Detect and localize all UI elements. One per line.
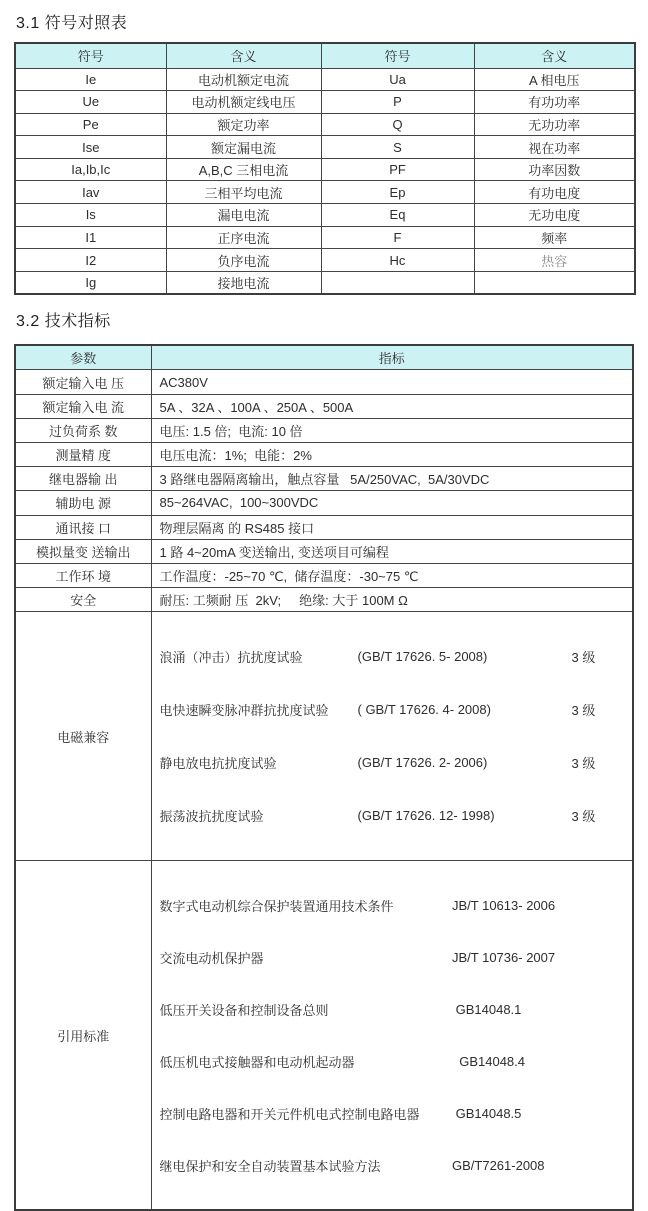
param-cell: 电磁兼容 (15, 612, 151, 861)
standard-ref: GB14048.1 (452, 1001, 522, 1017)
symbol-cell: P (321, 91, 474, 114)
meaning-cell: 电动机额定线电压 (166, 91, 321, 114)
emc-test-line (160, 645, 625, 668)
table-row (15, 68, 635, 91)
value-cell: 工作温度：-25~70 ℃, 储存温度：-30~75 ℃ (151, 563, 633, 587)
table-row (15, 418, 633, 442)
table-row (15, 113, 635, 136)
standard-name: 控制电路电器和开关元件机电式控制电路电器 (159, 1106, 420, 1122)
symbol-cell: Q (321, 113, 474, 136)
table-row (15, 588, 633, 612)
emc-test-line (160, 804, 625, 827)
meaning-cell: 功率因数 (474, 158, 635, 181)
test-level: 3 级 (571, 756, 596, 772)
symbol-cell: PF (321, 158, 474, 181)
meaning-cell: 电动机额定电流 (166, 68, 321, 91)
param-cell: 辅助电 源 (15, 491, 151, 515)
symbol-cell: Hc (321, 249, 474, 272)
symbol-cell: S (321, 136, 474, 159)
standard-name: 低压机电式接触器和电动机起动器 (159, 1054, 355, 1070)
meaning-cell: 热容 (474, 249, 635, 272)
table-row (15, 394, 633, 418)
value-cell: 85~264VAC, 100~300VDC (151, 491, 633, 515)
symbol-cell: Ue (15, 91, 166, 114)
symbol-reference-table (14, 42, 636, 295)
emc-test-line (160, 698, 625, 721)
standard-line (160, 894, 625, 916)
test-name: 振荡波抗扰度试验 (159, 809, 264, 825)
table-row (15, 491, 633, 515)
meaning-cell: 有功功率 (474, 91, 635, 114)
test-name: 静电放电抗扰度试验 (159, 756, 277, 772)
table-row (15, 370, 633, 394)
symbol-cell (321, 271, 474, 294)
value-cell: 电压电流：1%; 电能：2% (151, 443, 633, 467)
technical-spec-table (14, 344, 634, 1211)
table-row (15, 443, 633, 467)
meaning-cell: 额定漏电流 (166, 136, 321, 159)
standard-ref: GB/T7261-2008 (452, 1157, 545, 1173)
header-cell-spec: 指标 (151, 345, 633, 370)
value-cell: 1 路 4~20mA 变送输出, 变送项目可编程 (151, 539, 633, 563)
section-title-3-2: 3.2 技术指标 (16, 312, 111, 330)
standard-line (160, 998, 625, 1020)
standard-ref: GB14048.4 (452, 1053, 526, 1069)
test-level: 3 级 (571, 650, 596, 666)
test-level: 3 级 (571, 809, 596, 825)
value-cell: 物理层隔离 的 RS485 接口 (151, 515, 633, 539)
symbol-cell: F (321, 226, 474, 249)
emc-test-line (160, 751, 625, 774)
symbol-cell: Ise (15, 136, 166, 159)
symbol-cell: I1 (15, 226, 166, 249)
standard-ref: GB14048.5 (452, 1105, 522, 1121)
value-cell: AC380V (151, 370, 633, 394)
table-row (15, 249, 635, 272)
standard-name: 继电保护和安全自动装置基本试验方法 (159, 1158, 381, 1174)
meaning-cell: 频率 (474, 226, 635, 249)
symbol-cell: Ie (15, 68, 166, 91)
value-cell: 5A 、32A 、100A 、250A 、500A (151, 394, 633, 418)
symbol-cell: Is (15, 204, 166, 227)
header-cell-symbol-1: 符号 (15, 43, 166, 68)
meaning-cell: 有功电度 (474, 181, 635, 204)
emc-tests-cell (151, 612, 633, 861)
meaning-cell: 额定功率 (166, 113, 321, 136)
header-cell-meaning-1: 含义 (166, 43, 321, 68)
symbol-table-header-row (15, 43, 635, 68)
header-cell-parameter: 参数 (15, 345, 151, 370)
meaning-cell: 三相平均电流 (166, 181, 321, 204)
table-row (15, 204, 635, 227)
standard-ref: JB/T 10613- 2006 (452, 897, 556, 913)
table-row (15, 467, 633, 491)
standard-line (160, 1102, 625, 1124)
param-cell: 工作环 境 (15, 563, 151, 587)
param-cell: 模拟量变 送输出 (15, 539, 151, 563)
test-standard: ( GB/T 17626. 4- 2008) (357, 702, 491, 718)
standard-name: 交流电动机保护器 (159, 950, 264, 966)
symbol-cell: Iav (15, 181, 166, 204)
standard-line (160, 1050, 625, 1072)
symbol-cell: Pe (15, 113, 166, 136)
test-standard: (GB/T 17626. 5- 2008) (357, 649, 488, 665)
table-row (15, 226, 635, 249)
emc-row (15, 612, 633, 861)
value-cell: 耐压: 工频耐 压 2kV; 绝缘: 大于 100M Ω (151, 588, 633, 612)
symbol-cell: Ep (321, 181, 474, 204)
meaning-cell: 无功功率 (474, 113, 635, 136)
standards-row (15, 861, 633, 1211)
param-cell: 测量精 度 (15, 443, 151, 467)
standards-cell (151, 861, 633, 1211)
param-cell: 过负荷系 数 (15, 418, 151, 442)
meaning-cell: A,B,C 三相电流 (166, 158, 321, 181)
meaning-cell: 漏电电流 (166, 204, 321, 227)
standard-line (160, 1154, 625, 1176)
table-row (15, 563, 633, 587)
header-cell-meaning-2: 含义 (474, 43, 635, 68)
meaning-cell (474, 271, 635, 294)
value-cell: 3 路继电器隔离输出，触点容量 5A/250VAC, 5A/30VDC (151, 467, 633, 491)
meaning-cell: 无功电度 (474, 204, 635, 227)
symbol-cell: Ig (15, 271, 166, 294)
table-row (15, 91, 635, 114)
param-cell: 引用标准 (15, 861, 151, 1211)
meaning-cell: 视在功率 (474, 136, 635, 159)
symbol-cell: I2 (15, 249, 166, 272)
table-row (15, 539, 633, 563)
meaning-cell: 负序电流 (166, 249, 321, 272)
standard-ref: JB/T 10736- 2007 (452, 949, 556, 965)
test-level: 3 级 (571, 703, 596, 719)
standard-name: 数字式电动机综合保护装置通用技术条件 (159, 898, 394, 914)
section-title-3-1: 3.1 符号对照表 (16, 15, 128, 32)
spec-table-header-row (15, 345, 633, 370)
table-row (15, 181, 635, 204)
header-cell-symbol-2: 符号 (321, 43, 474, 68)
table-row (15, 515, 633, 539)
test-name: 电快速瞬变脉冲群抗扰度试验 (159, 703, 329, 719)
standard-line (160, 946, 625, 968)
table-row (15, 158, 635, 181)
param-cell: 额定输入电 压 (15, 370, 151, 394)
meaning-cell: 正序电流 (166, 226, 321, 249)
symbol-cell: Eq (321, 204, 474, 227)
meaning-cell: 接地电流 (166, 271, 321, 294)
test-standard: (GB/T 17626. 12- 1998) (357, 808, 495, 824)
param-cell: 安全 (15, 588, 151, 612)
param-cell: 通讯接 口 (15, 515, 151, 539)
value-cell: 电压: 1.5 倍; 电流: 10 倍 (151, 418, 633, 442)
table-row (15, 136, 635, 159)
symbol-cell: Ua (321, 68, 474, 91)
table-row (15, 271, 635, 294)
test-name: 浪涌（冲击）抗扰度试验 (159, 650, 303, 666)
meaning-cell: A 相电压 (474, 68, 635, 91)
param-cell: 额定输入电 流 (15, 394, 151, 418)
symbol-cell: Ia,Ib,Ic (15, 158, 166, 181)
standard-name: 低压开关设备和控制设备总则 (159, 1002, 329, 1018)
test-standard: (GB/T 17626. 2- 2006) (357, 755, 488, 771)
param-cell: 继电器输 出 (15, 467, 151, 491)
